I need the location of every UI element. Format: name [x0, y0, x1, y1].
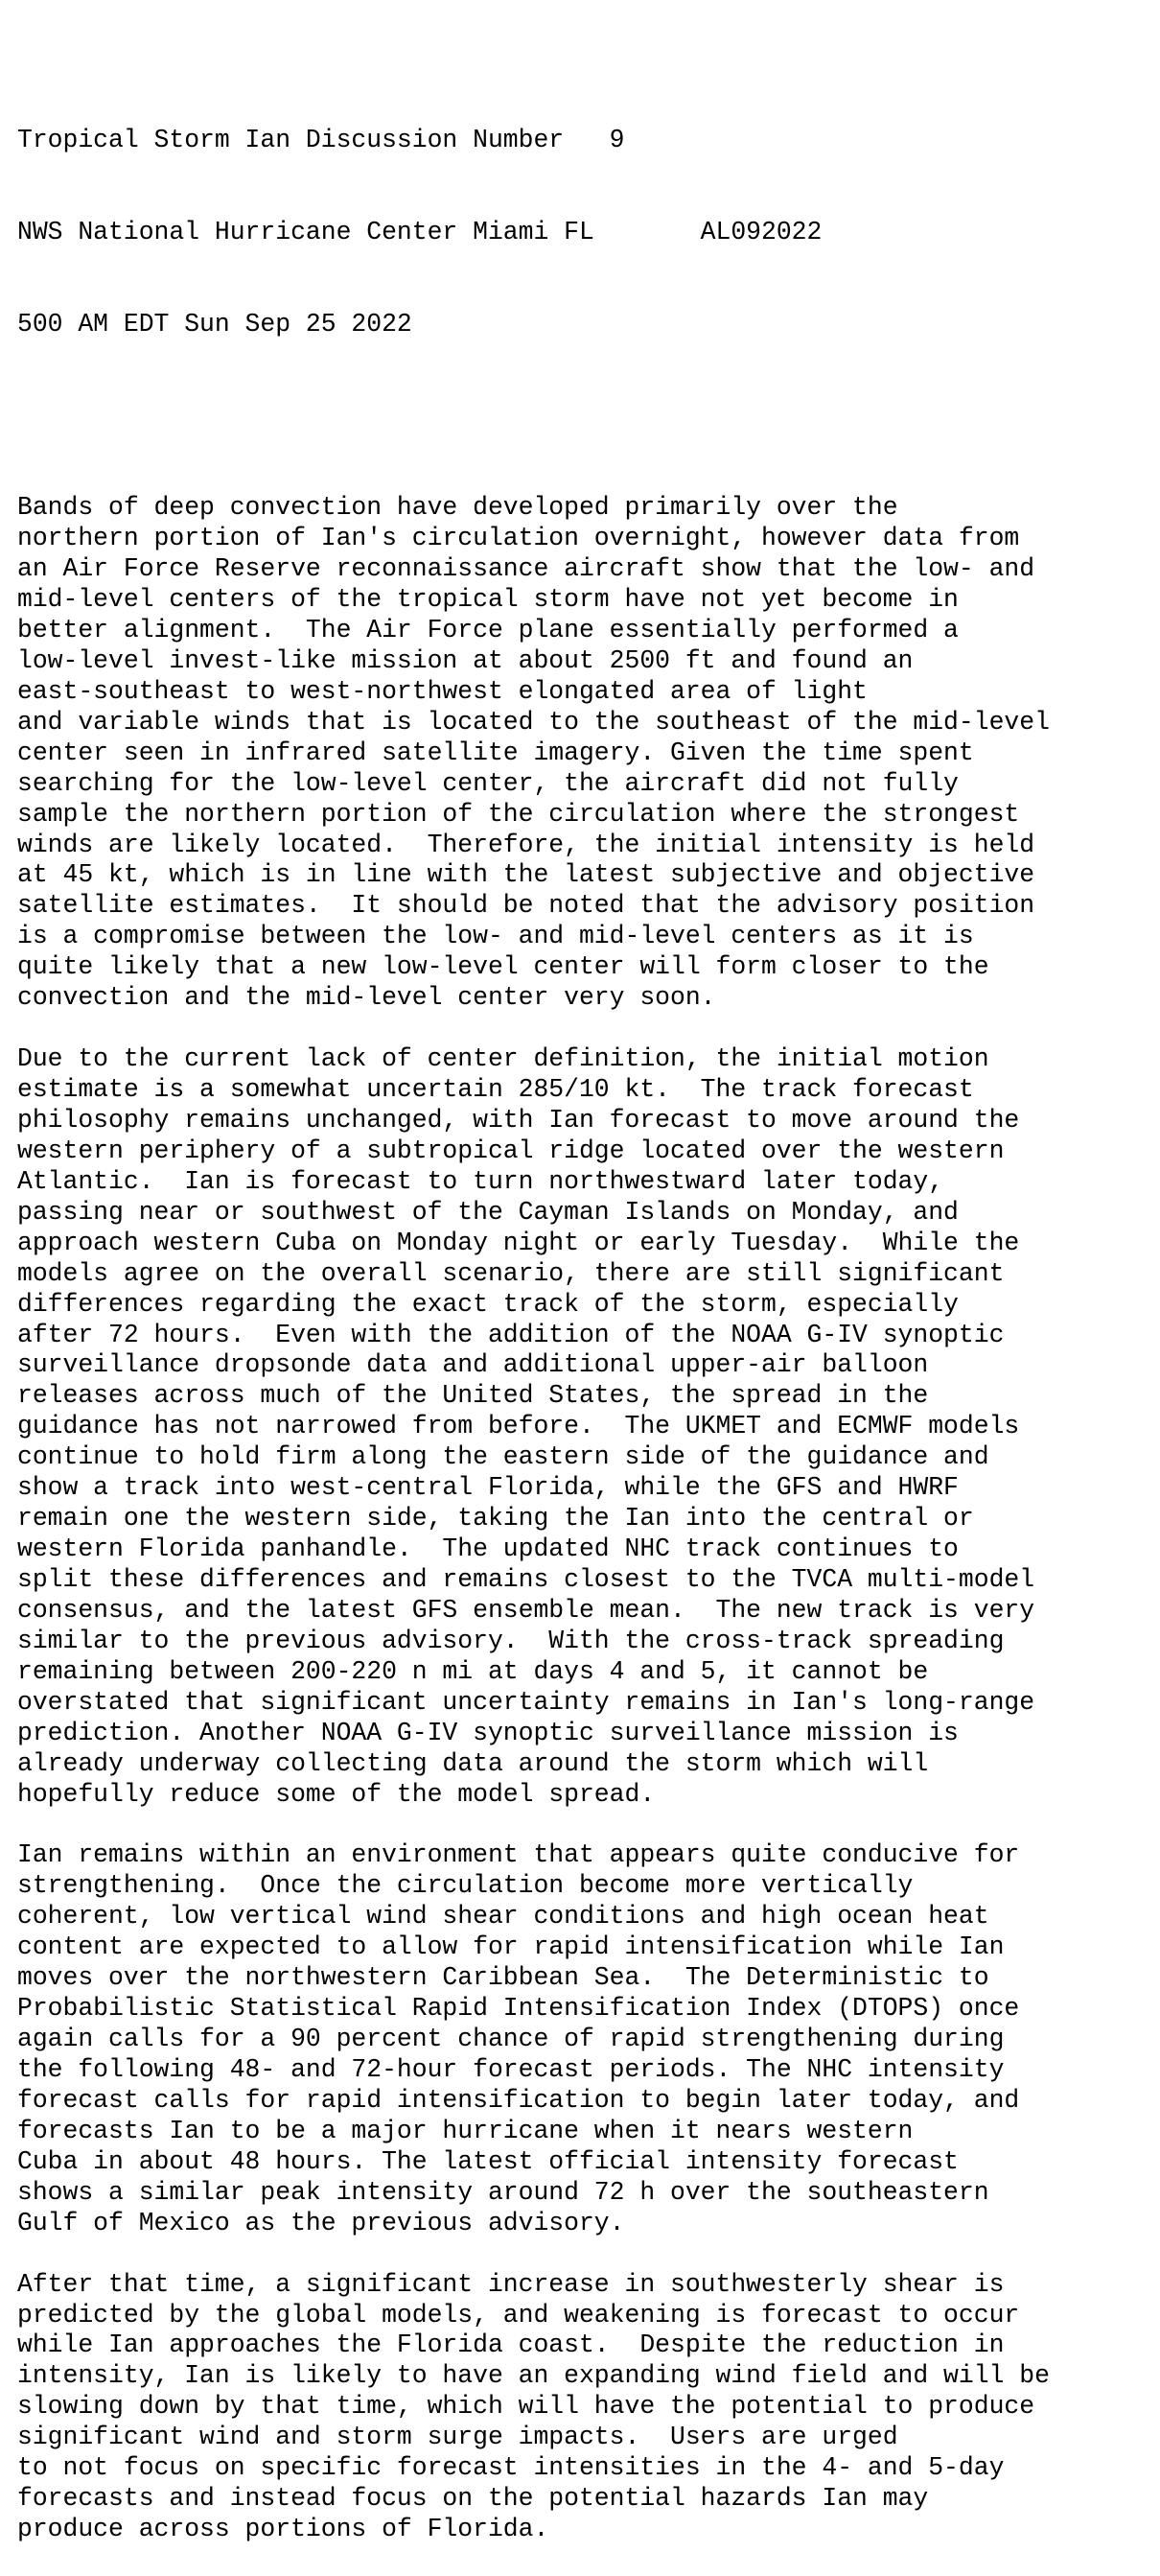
paragraph-line: split these differences and remains closest to the TVCA multi-model: [17, 1565, 1035, 1594]
paragraph-line: coherent, low vertical wind shear conditions and high ocean heat: [17, 1902, 989, 1932]
discussion-paragraph: [17, 1044, 1050, 1810]
paragraph-line: releases across much of the United States, the spread in the: [17, 1381, 929, 1411]
paragraph-line: passing near or southwest of the Cayman Islands on Monday, and: [17, 1197, 959, 1227]
paragraph-line: at 45 kt, which is in line with the latest subjective and objective: [17, 860, 1035, 890]
paragraph-line: and variable winds that is located to the southeast of the mid-level: [17, 707, 1050, 737]
paragraph-line: philosophy remains unchanged, with Ian forecast to move around the: [17, 1105, 1020, 1135]
paragraph-line: mid-level centers of the tropical storm have not yet become in: [17, 585, 959, 614]
paragraph-line: predicted by the global models, and weakening is forecast to occur: [17, 2300, 1020, 2330]
paragraph-line: remaining between 200-220 n mi at days 4 and 5, it cannot be: [17, 1656, 929, 1686]
discussion-body: [17, 462, 1050, 2545]
paragraph-line: Bands of deep convection have developed primarily over the: [17, 493, 898, 523]
paragraph-line: satellite estimates. It should be noted that the advisory position: [17, 891, 1035, 921]
paragraph-line: strengthening. Once the circulation become more vertically: [17, 1871, 914, 1901]
paragraph-line: overstated that significant uncertainty remains in Ian's long-range: [17, 1687, 1035, 1717]
paragraph-line: show a track into west-central Florida, while the GFS and HWRF: [17, 1473, 959, 1503]
paragraph-line: After that time, a significant increase in southwesterly shear is: [17, 2269, 1005, 2299]
paragraph-line: shows a similar peak intensity around 72 h over the southeastern: [17, 2177, 989, 2207]
paragraph-gap: [17, 2239, 1050, 2270]
paragraph-line: an Air Force Reserve reconnaissance aircraft show that the low- and: [17, 554, 1035, 584]
paragraph-line: consensus, and the latest GFS ensemble mean. The new track is very: [17, 1595, 1035, 1625]
discussion-title: Tropical Storm Ian Discussion Number 9: [17, 125, 625, 154]
paragraph-line: forecast calls for rapid intensification to begin later today, and: [17, 2085, 1020, 2115]
discussion-paragraph: [17, 1840, 1050, 2238]
paragraph-line: Due to the current lack of center definition, the initial motion: [17, 1044, 989, 1074]
paragraph-line: intensity, Ian is likely to have an expanding wind field and will be: [17, 2361, 1050, 2391]
paragraph-line: searching for the low-level center, the aircraft did not fully: [17, 768, 959, 798]
issuing-office: NWS National Hurricane Center Miami FL AL092022: [17, 217, 823, 246]
paragraph-line: significant wind and storm surge impacts. Users are urged: [17, 2423, 898, 2452]
paragraph-line: low-level invest-like mission at about 2500 ft and found an: [17, 645, 914, 675]
paragraph-line: content are expected to allow for rapid intensification while Ian: [17, 1932, 1005, 1962]
discussion-paragraph: [17, 493, 1050, 1014]
paragraph-gap: [17, 462, 1050, 493]
paragraph-line: moves over the northwestern Caribbean Sea. The Deterministic to: [17, 1963, 989, 1993]
paragraph-line: slowing down by that time, which will have the potential to produce: [17, 2392, 1035, 2422]
header-block: [17, 64, 1050, 401]
paragraph-line: Cuba in about 48 hours. The latest official intensity forecast: [17, 2146, 959, 2176]
paragraph-line: while Ian approaches the Florida coast. Despite the reduction in: [17, 2330, 1005, 2360]
paragraph-line: Ian remains within an environment that appears quite conducive for: [17, 1840, 1020, 1870]
paragraph-line: quite likely that a new low-level center will form closer to the: [17, 952, 989, 982]
paragraph-line: approach western Cuba on Monday night or early Tuesday. While the: [17, 1228, 1020, 1257]
paragraph-line: is a compromise between the low- and mid-level centers as it is: [17, 922, 974, 951]
paragraph-line: guidance has not narrowed from before. The UKMET and ECMWF models: [17, 1412, 1020, 1441]
paragraph-line: again calls for a 90 percent chance of rapid strengthening during: [17, 2025, 1005, 2054]
paragraph-line: forecasts Ian to be a major hurricane when it nears western: [17, 2116, 914, 2145]
paragraph-line: estimate is a somewhat uncertain 285/10 kt. The track forecast: [17, 1075, 974, 1104]
paragraph-line: winds are likely located. Therefore, the initial intensity is held: [17, 830, 1035, 859]
paragraph-line: western periphery of a subtropical ridge located over the western: [17, 1136, 1005, 1165]
paragraph-line: forecasts and instead focus on the potential hazards Ian may: [17, 2484, 929, 2514]
paragraph-line: prediction. Another NOAA G-IV synoptic surveillance mission is: [17, 1718, 959, 1747]
paragraph-line: after 72 hours. Even with the addition of the NOAA G-IV synoptic: [17, 1320, 1005, 1349]
paragraph-line: similar to the previous advisory. With the cross-track spreading: [17, 1626, 1005, 1655]
paragraph-line: sample the northern portion of the circulation where the strongest: [17, 799, 1020, 829]
paragraph-line: better alignment. The Air Force plane essentially performed a: [17, 615, 959, 644]
paragraph-line: Atlantic. Ian is forecast to turn northwestward later today,: [17, 1166, 944, 1196]
paragraph-line: northern portion of Ian's circulation overnight, however data from: [17, 524, 1020, 553]
paragraph-line: produce across portions of Florida.: [17, 2515, 549, 2544]
issue-time: 500 AM EDT Sun Sep 25 2022: [17, 309, 412, 339]
paragraph-line: the following 48- and 72-hour forecast periods. The NHC intensity: [17, 2055, 1005, 2084]
paragraph-line: surveillance dropsonde data and additional upper-air balloon: [17, 1350, 929, 1380]
discussion-document: [17, 3, 1050, 2576]
paragraph-line: convection and the mid-level center very soon.: [17, 983, 716, 1013]
paragraph-gap: [17, 1014, 1050, 1044]
paragraph-line: remain one the western side, taking the Ian into the central or: [17, 1504, 974, 1534]
paragraph-line: Probabilistic Statistical Rapid Intensification Index (DTOPS) once: [17, 1994, 1020, 2024]
paragraph-line: already underway collecting data around the storm which will: [17, 1748, 929, 1778]
paragraph-gap: [17, 1811, 1050, 1841]
paragraph-line: differences regarding the exact track of the storm, especially: [17, 1289, 959, 1319]
paragraph-line: continue to hold firm along the eastern side of the guidance and: [17, 1442, 989, 1472]
discussion-paragraph: [17, 2270, 1050, 2545]
paragraph-line: models agree on the overall scenario, there are still significant: [17, 1258, 1005, 1288]
paragraph-line: to not focus on specific forecast intensities in the 4- and 5-day: [17, 2453, 1005, 2483]
paragraph-line: hopefully reduce some of the model spread.: [17, 1779, 656, 1809]
paragraph-line: western Florida panhandle. The updated NHC track continues to: [17, 1534, 959, 1564]
paragraph-line: Gulf of Mexico as the previous advisory.: [17, 2208, 625, 2237]
paragraph-line: center seen in infrared satellite imagery. Given the time spent: [17, 738, 974, 767]
paragraph-line: east-southeast to west-northwest elongated area of light: [17, 676, 868, 706]
